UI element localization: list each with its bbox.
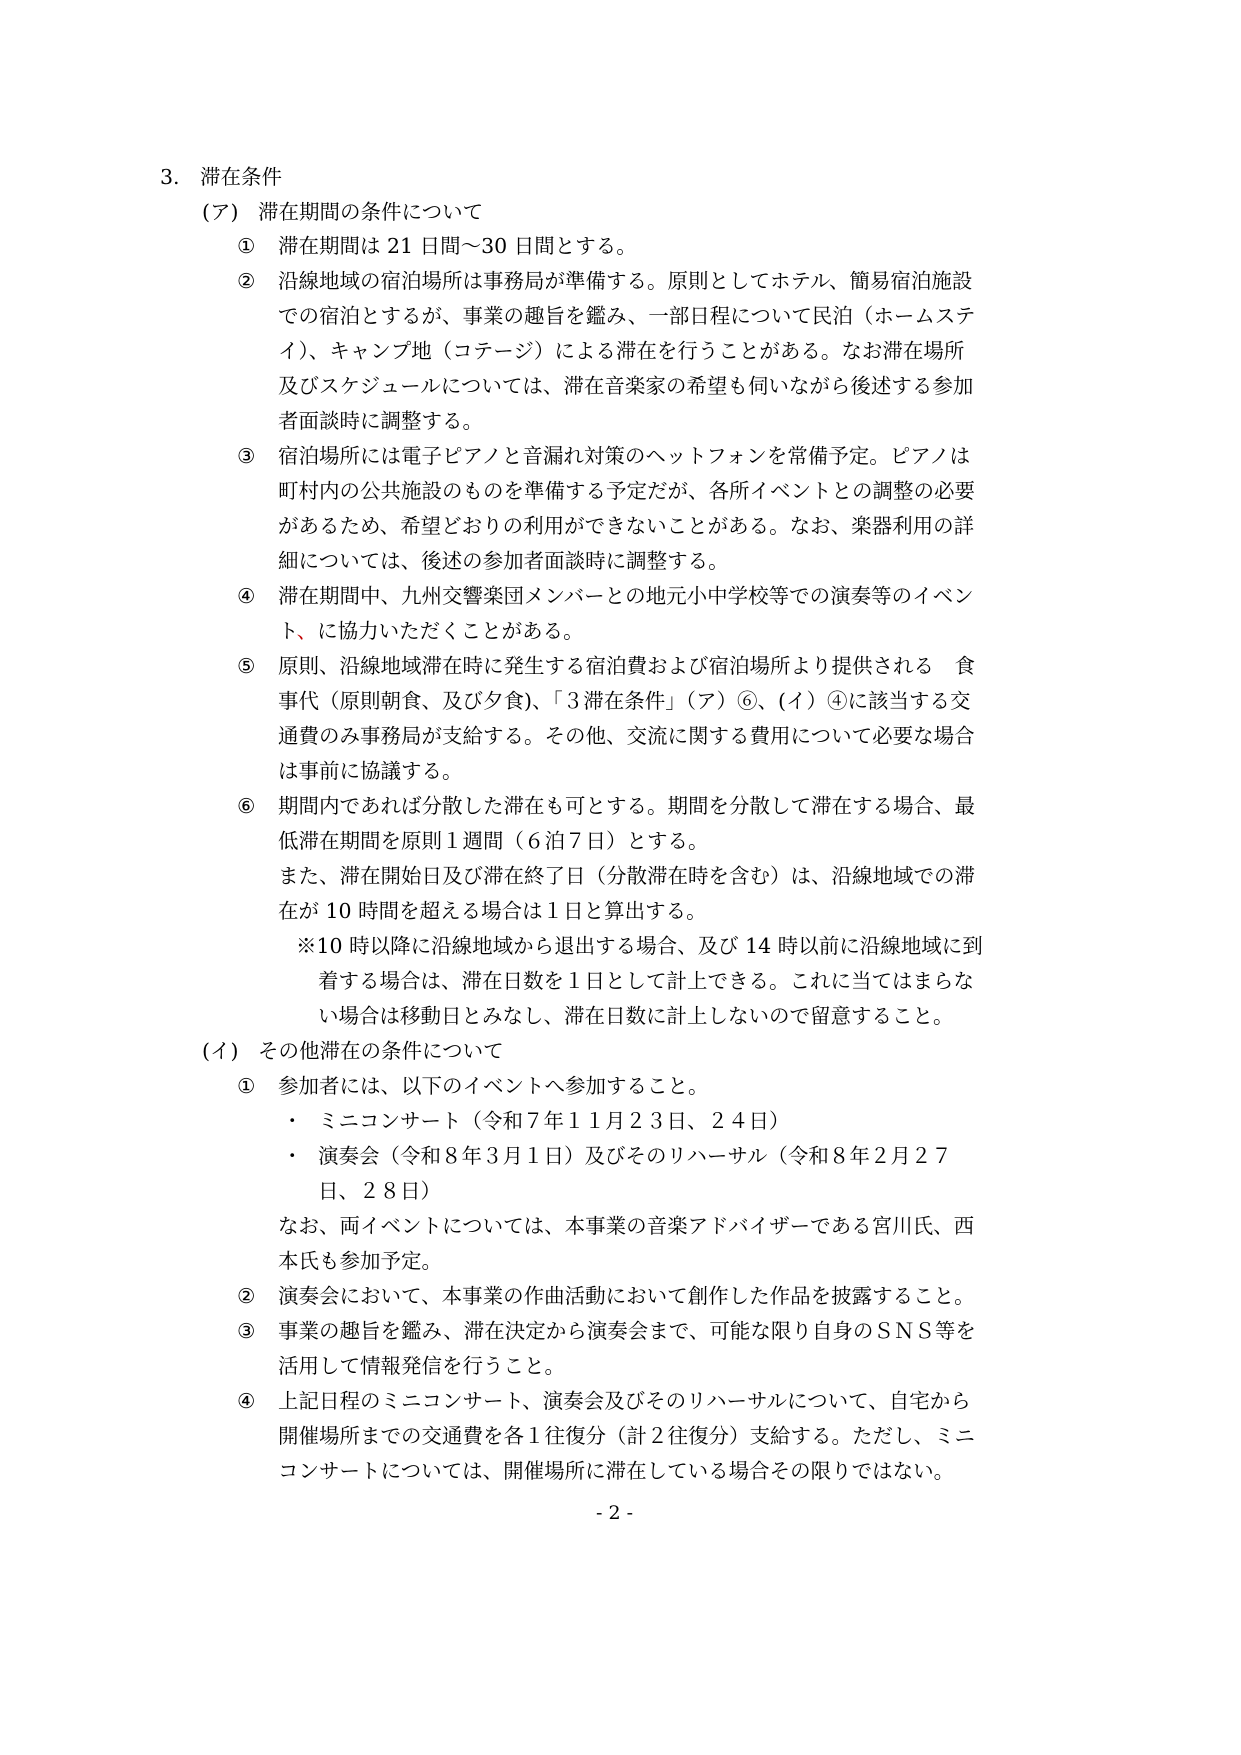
item-b1-after: なお、両イベントについては、本事業の音楽アドバイザーである宮川氏、西 [278, 1214, 975, 1238]
subsection-a-title: 滞在期間の条件について [258, 200, 484, 224]
item-a2-marker: ② [237, 269, 256, 293]
item-b2-line: 演奏会において、本事業の作曲活動において創作した作品を披露すること。 [278, 1284, 975, 1308]
item-b2-marker: ② [237, 1284, 256, 1308]
item-a6-line: 期間内であれば分散した滞在も可とする。期間を分散して滞在する場合、最 [278, 794, 975, 818]
item-b1-marker: ① [237, 1074, 256, 1098]
item-a2-line: イ）、キャンプ地（コテージ）による滞在を行うことがある。なお滞在場所 [278, 339, 965, 363]
item-a5-line: 通費のみ事務局が支給する。その他、交流に関する費用について必要な場合 [278, 724, 975, 748]
item-a1-line: 滞在期間は 21 日間～30 日間とする。 [278, 234, 637, 258]
item-a5-line: 事代（原則朝食、及び夕食)、「３滞在条件」（ア）⑥、(イ）④に該当する交 [278, 689, 971, 713]
item-a3-marker: ③ [237, 444, 256, 468]
item-a4-line-wrap [278, 616, 584, 646]
item-a1-marker: ① [237, 234, 256, 258]
item-a5-marker: ⑤ [237, 654, 256, 678]
red-comma-mark: 、 [296, 619, 318, 643]
item-a2-line: 者面談時に調整する。 [278, 409, 483, 433]
item-b3-line: 事業の趣旨を鑑み、滞在決定から演奏会まで、可能な限り自身のＳＮＳ等を [278, 1319, 976, 1343]
item-a3-line: 宿泊場所には電子ピアノと音漏れ対策のヘットフォンを常備予定。ピアノは [278, 444, 971, 468]
item-b4-marker: ④ [237, 1389, 256, 1413]
item-a4-marker: ④ [237, 584, 256, 608]
subsection-b-title: その他滞在の条件について [258, 1039, 504, 1063]
item-a5-line: は事前に協議する。 [278, 759, 463, 783]
subsection-a-marker: (ア) [202, 200, 239, 224]
item-a6-line: 在が 10 時間を超える場合は１日と算出する。 [278, 899, 707, 923]
item-a2-line: での宿泊とするが、事業の趣旨を鑑み、一部日程について民泊（ホームステ [278, 304, 976, 328]
bullet-mark: ・ [282, 1109, 303, 1133]
item-a3-line: 町村内の公共施設のものを準備する予定だが、各所イベントとの調整の必要 [278, 479, 975, 503]
bullet-text: 日、２８日） [318, 1179, 441, 1203]
item-a4-line-end: に協力いただくことがある。 [317, 619, 584, 643]
item-a3-line: があるため、希望どおりの利用ができないことがある。なお、楽器利用の詳 [278, 514, 975, 538]
section-number: 3. [160, 165, 180, 189]
bullet-text: ミニコンサート（令和７年１１月２３日、２４日） [318, 1109, 790, 1133]
section-title: 滞在条件 [200, 165, 282, 189]
note-line: ※10 時以降に沿線地域から退出する場合、及び 14 時以前に沿線地域に到 [296, 934, 983, 958]
item-a3-line: 細については、後述の参加者面談時に調整する。 [278, 549, 729, 573]
bullet-text: 演奏会（令和８年３月１日）及びそのリハーサル（令和８年２月２７ [318, 1144, 952, 1168]
item-b4-line: コンサートについては、開催場所に滞在している場合その限りではない。 [278, 1459, 955, 1483]
item-b4-line: 上記日程のミニコンサート、演奏会及びそのリハーサルについて、自宅から [278, 1389, 971, 1413]
bullet-mark: ・ [282, 1144, 303, 1168]
item-a6-line: 低滞在期間を原則１週間（６泊７日）とする。 [278, 829, 709, 853]
item-a4-line: 滞在期間中、九州交響楽団メンバーとの地元小中学校等での演奏等のイベン [278, 584, 974, 608]
item-b1-lead: 参加者には、以下のイベントへ参加すること。 [278, 1074, 709, 1098]
item-b3-marker: ③ [237, 1319, 256, 1343]
item-a5-line: 原則、沿線地域滞在時に発生する宿泊費および宿泊場所より提供される 食 [278, 654, 975, 678]
item-a6-marker: ⑥ [237, 794, 256, 818]
item-b4-line: 開催場所までの交通費を各１往復分（計２往復分）支給する。ただし、ミニ [278, 1424, 975, 1448]
item-a6-line: また、滞在開始日及び滞在終了日（分散滞在時を含む）は、沿線地域での滞 [278, 864, 975, 888]
item-b3-line: 活用して情報発信を行うこと。 [278, 1354, 565, 1378]
subsection-b-marker: (イ) [202, 1039, 239, 1063]
page-number: - 2 - [596, 1502, 634, 1524]
item-b1-after: 本氏も参加予定。 [278, 1249, 442, 1273]
item-a2-line: 及びスケジュールについては、滞在音楽家の希望も伺いながら後述する参加 [278, 374, 974, 398]
note-line: い場合は移動日とみなし、滞在日数に計上しないので留意すること。 [318, 1004, 954, 1028]
note-line: 着する場合は、滞在日数を１日として計上できる。これに当てはまらな [318, 969, 974, 993]
item-a2-line: 沿線地域の宿泊場所は事務局が準備する。原則としてホテル、簡易宿泊施設 [278, 269, 973, 293]
item-a4-line-start: ト [278, 619, 297, 643]
